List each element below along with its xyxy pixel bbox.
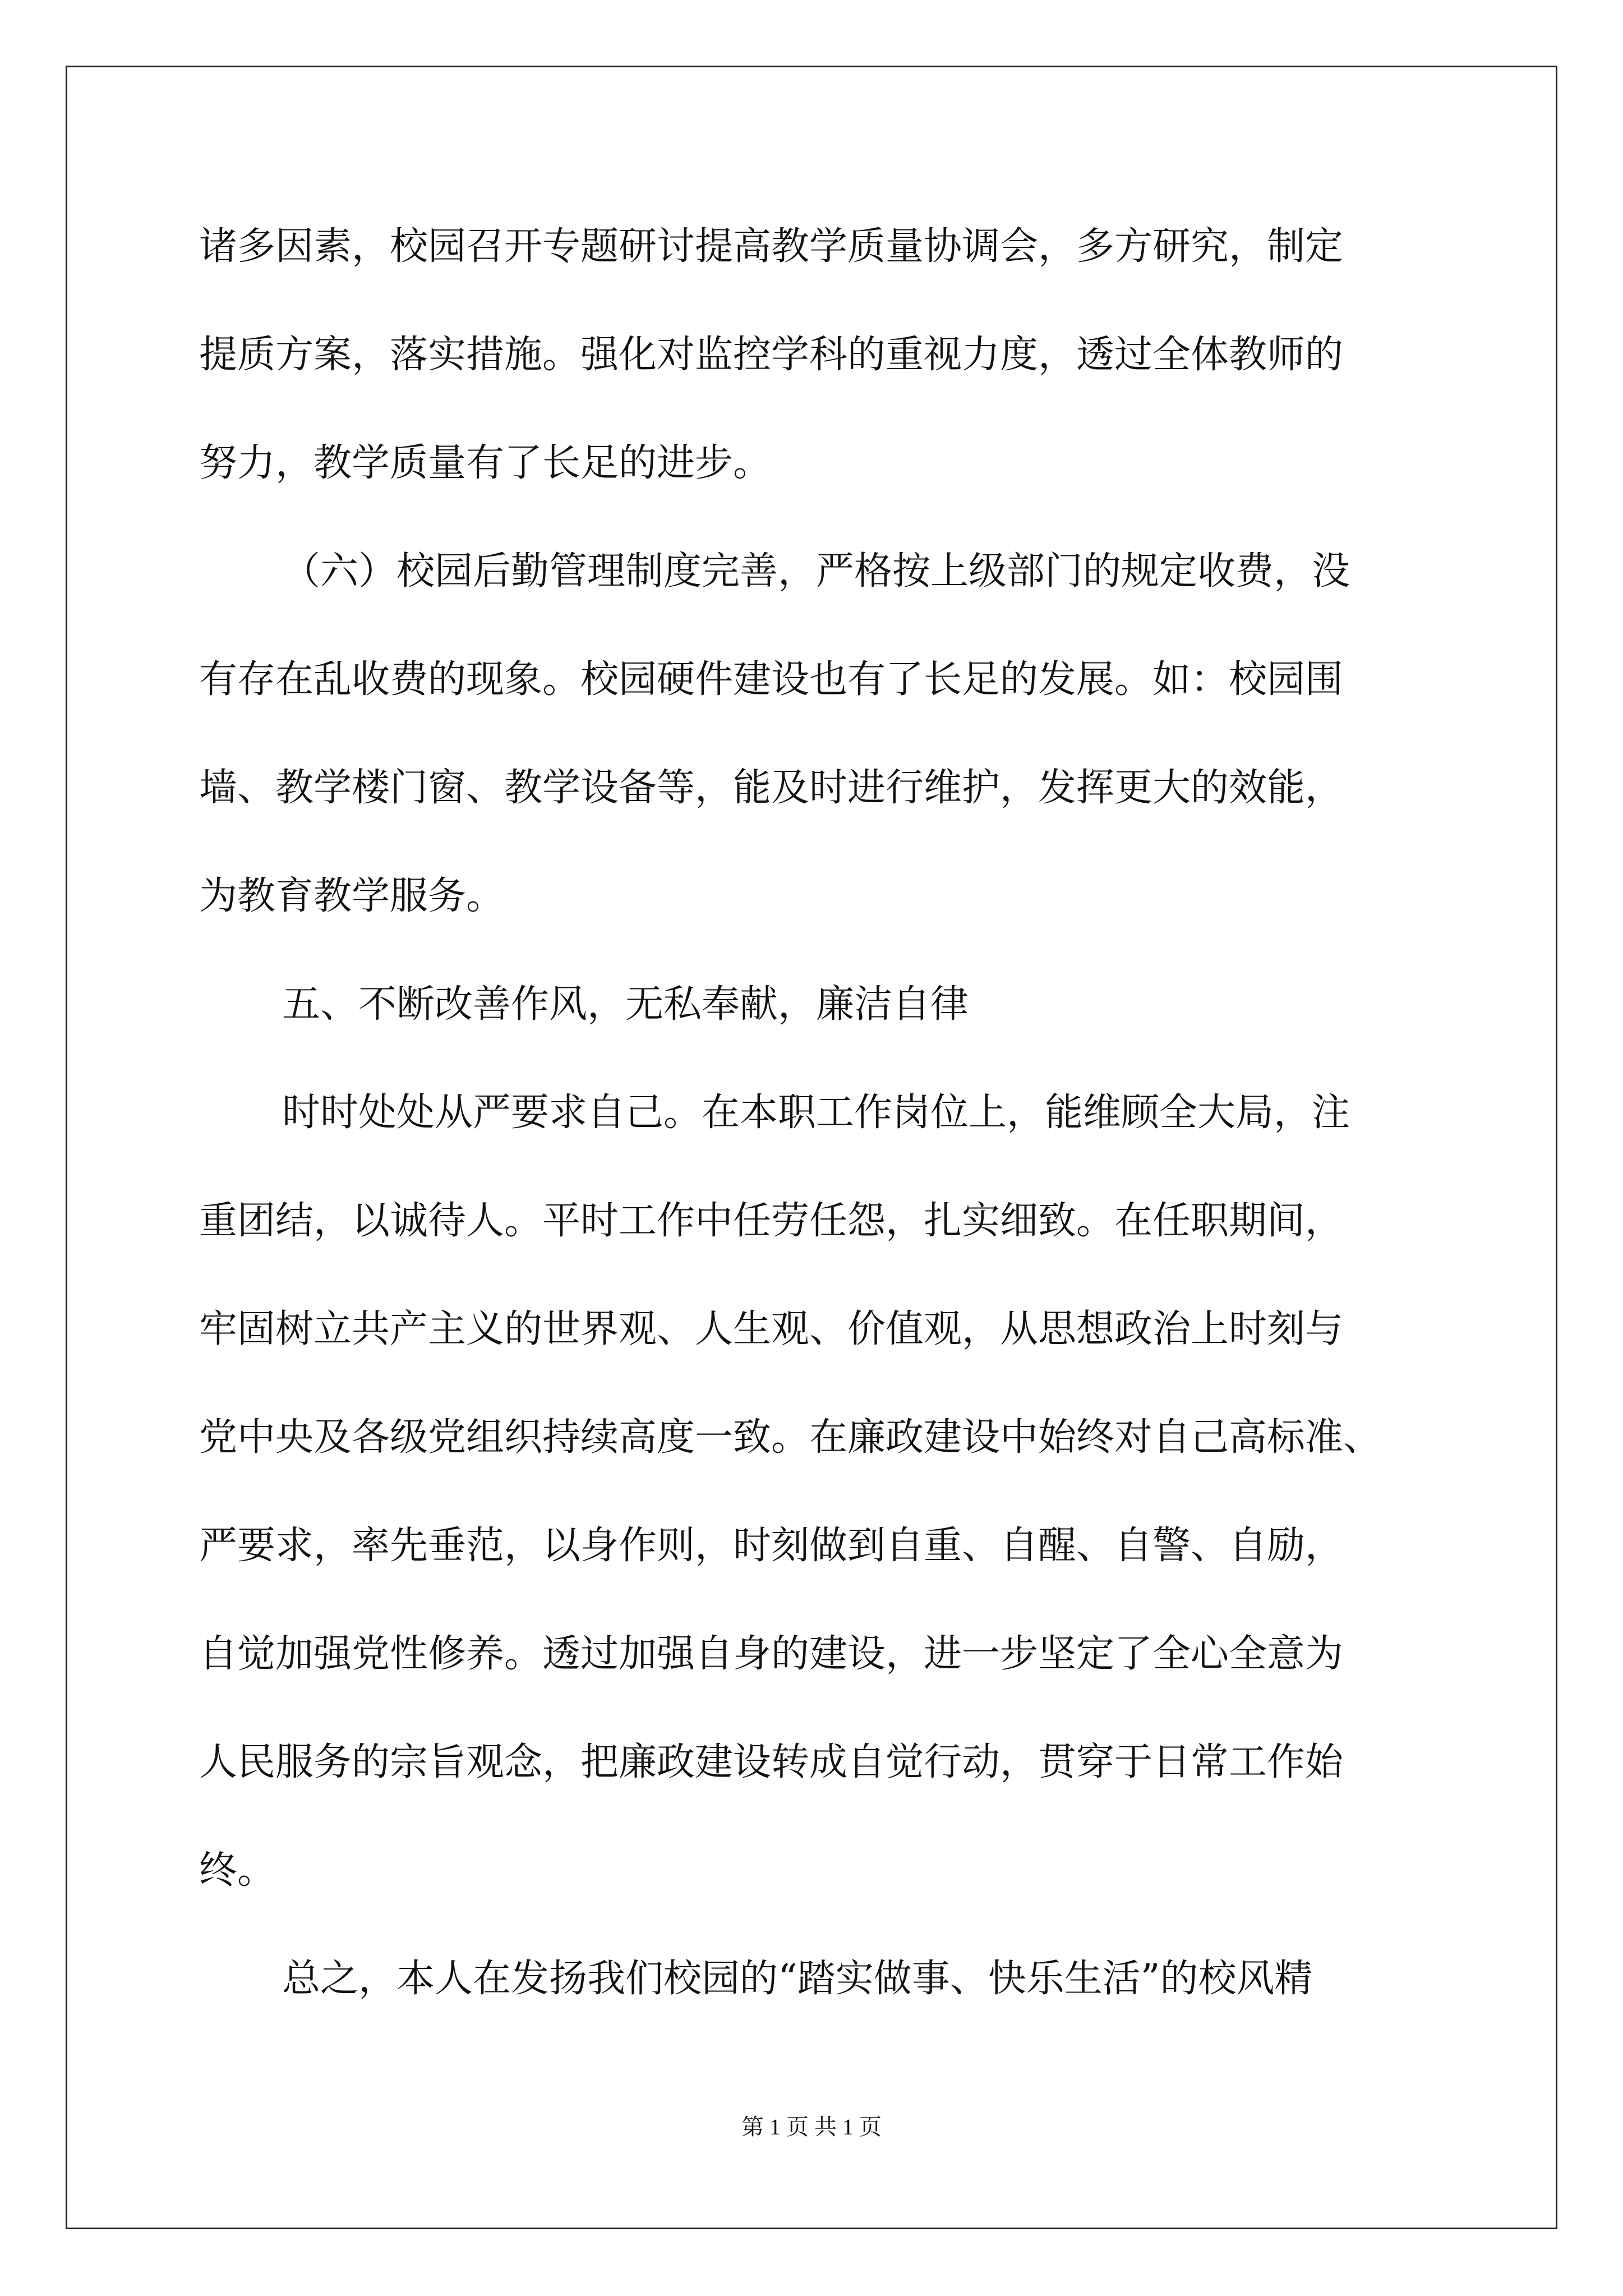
text-line: 终。 (199, 1848, 276, 1893)
text-line: 党中央及各级党组织持续高度一致。在廉政建设中始终对自己高标准、 (199, 1415, 1382, 1460)
text-line: 为教育教学服务。 (199, 874, 505, 918)
text-line: 严要求，率先垂范，以身作则，时刻做到自重、自醒、自警、自励， (199, 1524, 1344, 1568)
text-line: （六）校园后勤管理制度完善，严格按上级部门的规定收费，没 (282, 549, 1350, 593)
text-line: 有存在乱收费的现象。校园硬件建设也有了长足的发展。如：校园围 (199, 657, 1344, 702)
page-footer: 第 1 页 共 1 页 (741, 2114, 882, 2139)
text-line: 总之，本人在发扬我们校园的“踏实做事、快乐生活”的校风精 (282, 1957, 1313, 2001)
text-line: 自觉加强党性修养。透过加强自身的建设，进一步坚定了全心全意为 (199, 1632, 1344, 1676)
text-line: 牢固树立共产主义的世界观、人生观、价值观，从思想政治上时刻与 (199, 1307, 1344, 1351)
text-line: 诸多因素，校园召开专题研讨提高教学质量协调会，多方研究，制定 (199, 224, 1344, 269)
text-line: 努力，教学质量有了长足的进步。 (199, 441, 772, 485)
text-line: 时时处处从严要求自己。在本职工作岗位上，能维顾全大局，注 (282, 1091, 1350, 1135)
page-border (66, 66, 1557, 2229)
text-line: 提质方案，落实措施。强化对监控学科的重视力度，透过全体教师的 (199, 333, 1344, 377)
text-line: 人民服务的宗旨观念，把廉政建设转成自觉行动，贯穿于日常工作始 (199, 1740, 1344, 1784)
text-line: 墙、教学楼门窗、教学设备等，能及时进行维护，发挥更大的效能， (199, 766, 1344, 810)
text-line: 重团结，以诚待人。平时工作中任劳任怨，扎实细致。在任职期间， (199, 1199, 1344, 1243)
section-heading: 五、不断改善作风，无私奉献，廉洁自律 (282, 982, 969, 1027)
